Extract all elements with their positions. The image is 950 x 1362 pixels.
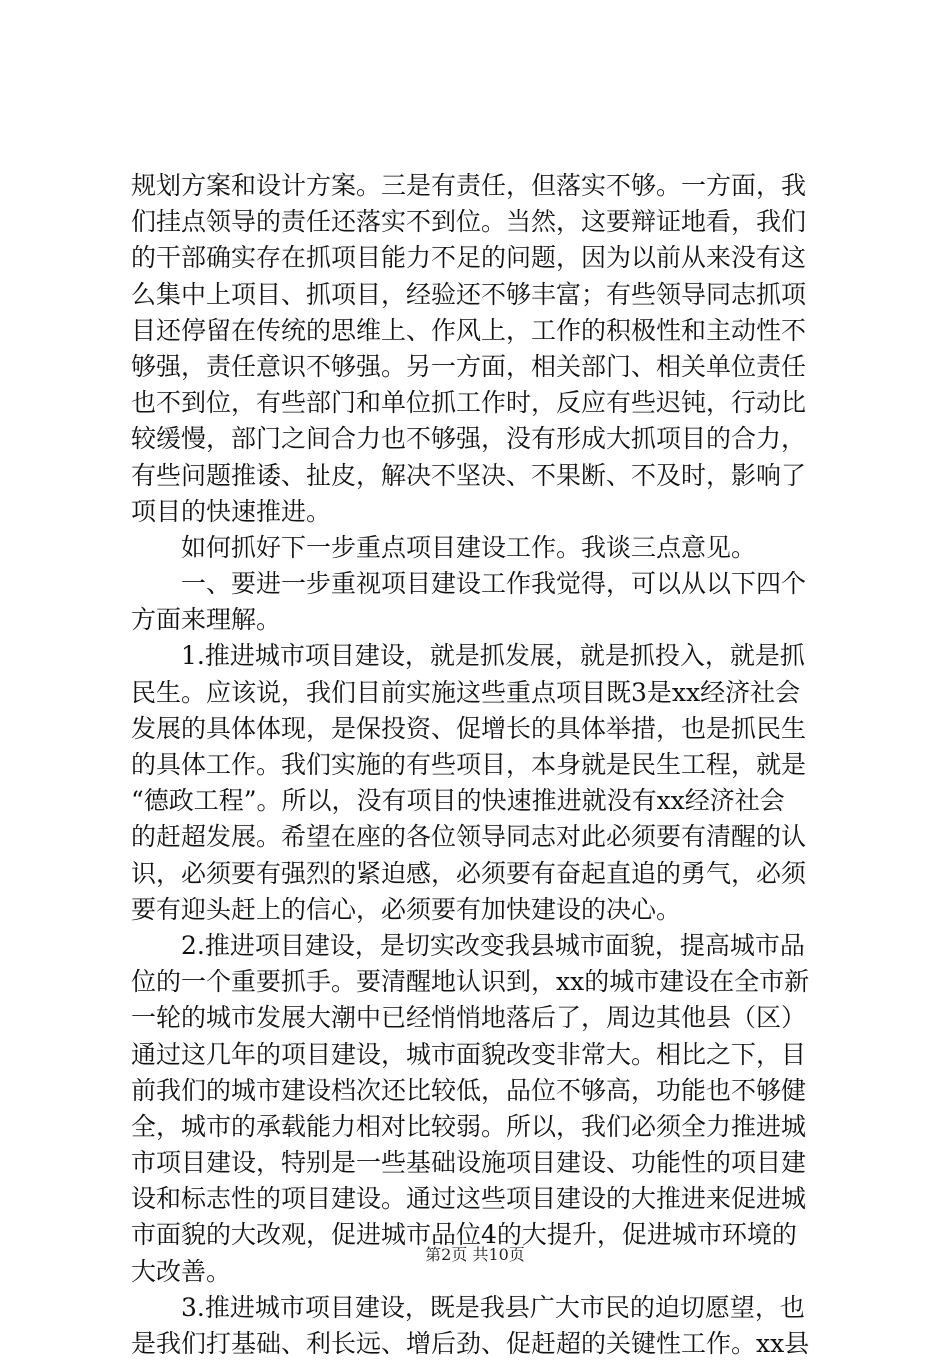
text-line: 市项目建设，特别是一些基础设施项目建设、功能性的项目建 [131, 1148, 807, 1178]
text-line: 的具体工作。我们实施的有些项目，本身就是民生工程，就是 [131, 750, 807, 779]
text-line: 位的一个重要抓手。要清醒地认识到，xx的城市建设在全市新 [131, 967, 810, 997]
paragraph [131, 530, 831, 566]
paragraph [131, 638, 831, 928]
text-line: 规划方案和设计方案。三是有责任，但落实不够。一方面，我 [131, 171, 807, 200]
text-line: 项目的快速推进。 [131, 496, 332, 526]
text-line: 的干部确实存在抓项目能力不足的问题，因为以前从来没有这 [131, 243, 807, 273]
paragraph [131, 168, 831, 530]
text-line: 设和标志性的项目建设。通过这些项目建设的大推进来促进城 [131, 1184, 807, 1214]
text-line: 通过这几年的项目建设，城市面貌改变非常大。相比之下，目 [131, 1039, 807, 1069]
text-line: 一轮的城市发展大潮中已经悄悄地落后了，周边其他县（区） [131, 1003, 807, 1033]
paragraph [131, 928, 831, 1290]
text-line: 市面貌的大改观，促进城市品位4的大提升，促进城市环境的 [131, 1220, 797, 1250]
text-line: 全，城市的承载能力相对比较弱。所以，我们必须全力推进城 [131, 1111, 807, 1141]
text-line: 方面来理解。 [131, 605, 282, 635]
text-line: 大改善。 [131, 1256, 232, 1286]
text-line: 前我们的城市建设档次还比较低，品位不够高，功能也不够健 [131, 1075, 807, 1105]
text-line: 是我们打基础、利长远、增后劲、促赶超的关键性工作。xx县 [131, 1329, 810, 1358]
text-line: 目还停留在传统的思维上、作风上，工作的积极性和主动性不 [131, 315, 807, 345]
text-line: 的赶超发展。希望在座的各位领导同志对此必须要有清醒的认 [131, 822, 807, 852]
text-line: 么集中上项目、抓项目，经验还不够丰富；有些领导同志抓项 [131, 279, 807, 309]
text-line: 也不到位，有些部门和单位抓工作时，反应有些迟钝，行动比 [131, 388, 807, 418]
text-line: 识，必须要有强烈的紧迫感，必须要有奋起直追的勇气，必须 [131, 858, 807, 888]
text-line: 一、要进一步重视项目建设工作我觉得，可以从以下四个 [181, 569, 807, 599]
page-footer: 第2页 共10页 [425, 1245, 525, 1264]
paragraph [131, 1290, 831, 1362]
text-line: “德政工程”。所以，没有项目的快速推进就没有xx经济社会 [131, 786, 785, 816]
text-line: 3.推进城市项目建设，既是我县广大市民的迫切愿望，也 [181, 1292, 805, 1322]
text-line: 发展的具体体现，是保投资、促增长的具体举措，也是抓民生 [131, 713, 807, 743]
paragraph [131, 566, 831, 638]
document-body [131, 168, 831, 1362]
text-line: 们挂点领导的责任还落实不到位。当然，这要辩证地看，我们 [131, 207, 807, 237]
text-line: 如何抓好下一步重点项目建设工作。我谈三点意见。 [181, 532, 757, 562]
text-line: 较缓慢，部门之间合力也不够强，没有形成大抓项目的合力， [131, 424, 807, 454]
text-line: 1.推进城市项目建设，就是抓发展，就是抓投入，就是抓 [181, 641, 805, 671]
text-line: 够强，责任意识不够强。另一方面，相关部门、相关单位责任 [131, 351, 807, 381]
text-line: 有些问题推诿、扯皮，解决不坚决、不果断、不及时，影响了 [131, 460, 807, 490]
text-line: 2.推进项目建设，是切实改变我县城市面貌，提高城市品 [181, 930, 805, 960]
text-line: 要有迎头赶上的信心，必须要有加快建设的决心。 [131, 894, 682, 924]
text-line: 民生。应该说，我们目前实施这些重点项目既3是xx经济社会 [131, 677, 801, 707]
